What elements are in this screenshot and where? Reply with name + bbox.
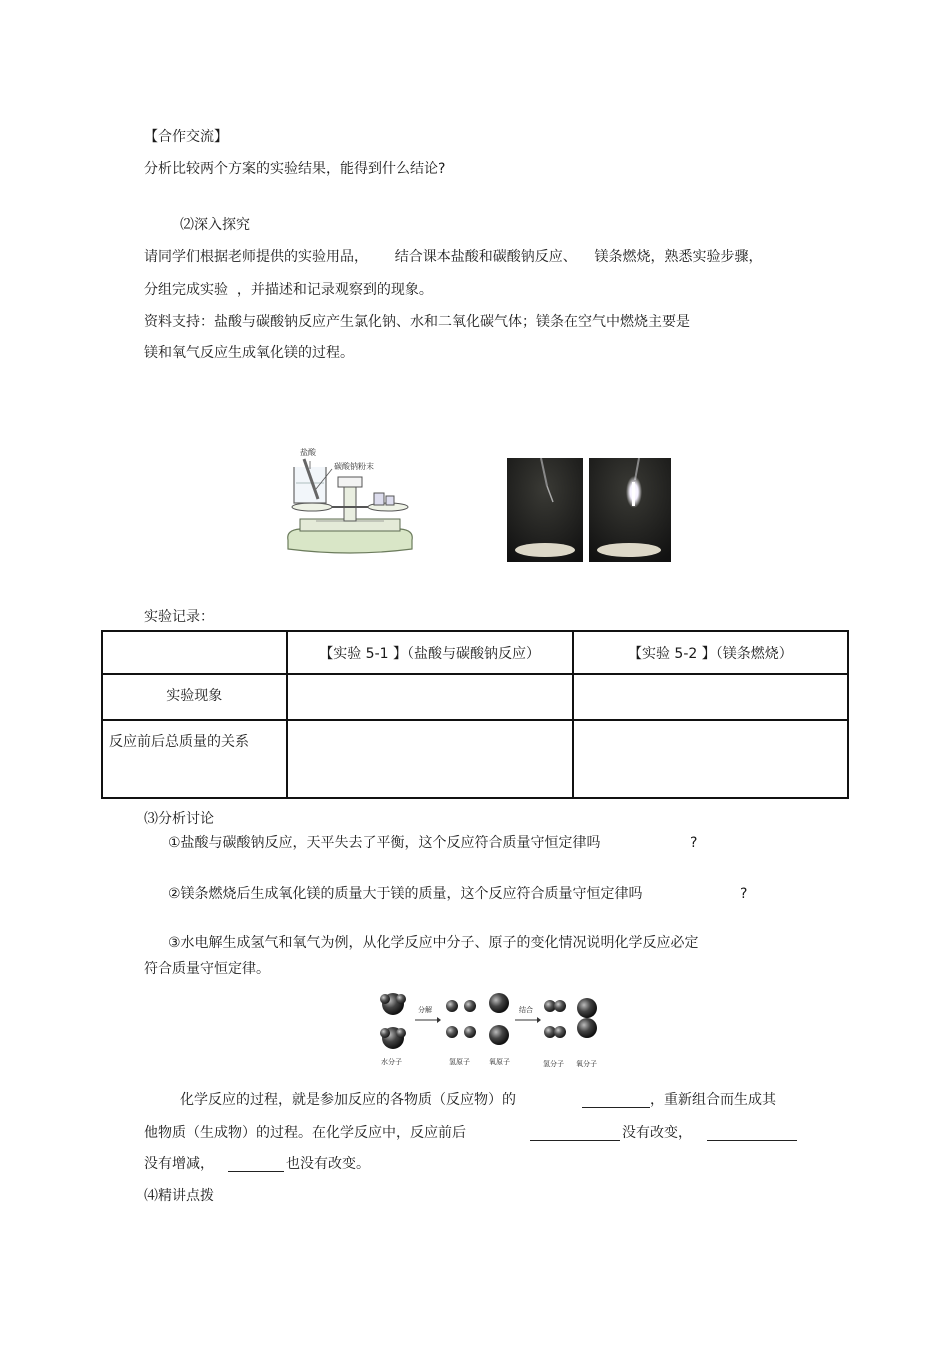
discussion-q3-line1: ③水电解生成氢气和氧气为例，从化学反应中分子、原子的变化情况说明化学反应必定: [168, 935, 699, 951]
conclusion-line1-b: ，重新组合而生成其: [650, 1092, 776, 1108]
header-cell-exp1: 【实验 5-1 】（盐酸与碳酸钠反应）: [287, 631, 573, 674]
explain-heading: ⑷精讲点拨: [144, 1188, 214, 1204]
cooperation-question: 分析比较两个方案的实验结果，能得到什么结论?: [144, 161, 446, 177]
label-oxygen-atom: 氧原子: [489, 1058, 510, 1066]
discussion-q1-mark: ?: [690, 835, 698, 851]
blank-2[interactable]: [530, 1126, 620, 1141]
blank-3[interactable]: [707, 1126, 797, 1141]
discussion-q3-line2: 符合质量守恒定律。: [144, 961, 270, 977]
table-header-row: [102, 631, 848, 674]
record-table: [101, 630, 849, 799]
conclusion-line1-a: 化学反应的过程，就是参加反应的各物质（反应物）的: [180, 1092, 516, 1108]
magnesium-photos: [507, 458, 671, 562]
label-water-molecule: 水分子: [381, 1058, 402, 1066]
discussion-q2-mark: ?: [740, 886, 748, 902]
inquiry-line-1: 请同学们根据老师提供的实验用品， 结合课本盐酸和碳酸钠反应、 镁条燃烧，熟悉实验步骤，: [144, 249, 763, 265]
blank-4[interactable]: [228, 1157, 284, 1172]
label-acid: 盐酸: [300, 448, 316, 457]
conclusion-line2-b: 没有改变，: [622, 1125, 692, 1141]
inquiry-heading: ⑵深入探究: [180, 217, 250, 233]
conclusion-line2-a: 他物质（生成物）的过程。在化学反应中，反应前后: [144, 1125, 466, 1141]
arrow-decompose-label: 分解: [418, 1006, 432, 1014]
conclusion-line3-a: 没有增减，: [144, 1156, 214, 1172]
water-electrolysis-diagram: [375, 988, 607, 1070]
inquiry-line-2: 分组完成实验 ，并描述和记录观察到的现象。: [144, 282, 433, 298]
support-line-1: 资料支持：盐酸与碳酸钠反应产生氯化钠、水和二氧化碳气体；镁条在空气中燃烧主要是: [144, 314, 690, 330]
label-hydrogen-atom: 氢原子: [449, 1058, 470, 1066]
balance-figure: [280, 445, 420, 565]
blank-1[interactable]: [582, 1093, 650, 1108]
discussion-q1: ①盐酸与碳酸钠反应，天平失去了平衡，这个反应符合质量守恒定律吗: [168, 835, 601, 851]
header-cell-exp2: 【实验 5-2 】（镁条燃烧）: [573, 631, 848, 674]
discussion-heading: ⑶分析讨论: [144, 811, 214, 827]
table-row: [102, 674, 848, 720]
row-label-phenomenon: 实验现象: [102, 674, 287, 720]
label-oxygen-molecule: 氧分子: [576, 1060, 597, 1068]
label-hydrogen-molecule: 氢分子: [543, 1060, 564, 1068]
arrow-combine-label: 结合: [519, 1006, 533, 1014]
discussion-q2: ②镁条燃烧后生成氧化镁的质量大于镁的质量，这个反应符合质量守恒定律吗: [168, 886, 643, 902]
cell-phenomenon-exp2[interactable]: [573, 674, 848, 720]
support-line-2: 镁和氧气反应生成氧化镁的过程。: [144, 345, 354, 361]
conclusion-line3-b: 也没有改变。: [286, 1156, 370, 1172]
cell-mass-exp1[interactable]: [287, 720, 573, 798]
cell-mass-exp2[interactable]: [573, 720, 848, 798]
record-title: 实验记录：: [144, 609, 214, 625]
row-label-mass: 反应前后总质量的关系: [102, 720, 287, 798]
label-powder: 碳酸钠粉末: [334, 462, 374, 471]
cooperation-heading: 【合作交流】: [144, 129, 228, 145]
cell-phenomenon-exp1[interactable]: [287, 674, 573, 720]
table-row: [102, 720, 848, 798]
header-cell-empty: [102, 631, 287, 674]
